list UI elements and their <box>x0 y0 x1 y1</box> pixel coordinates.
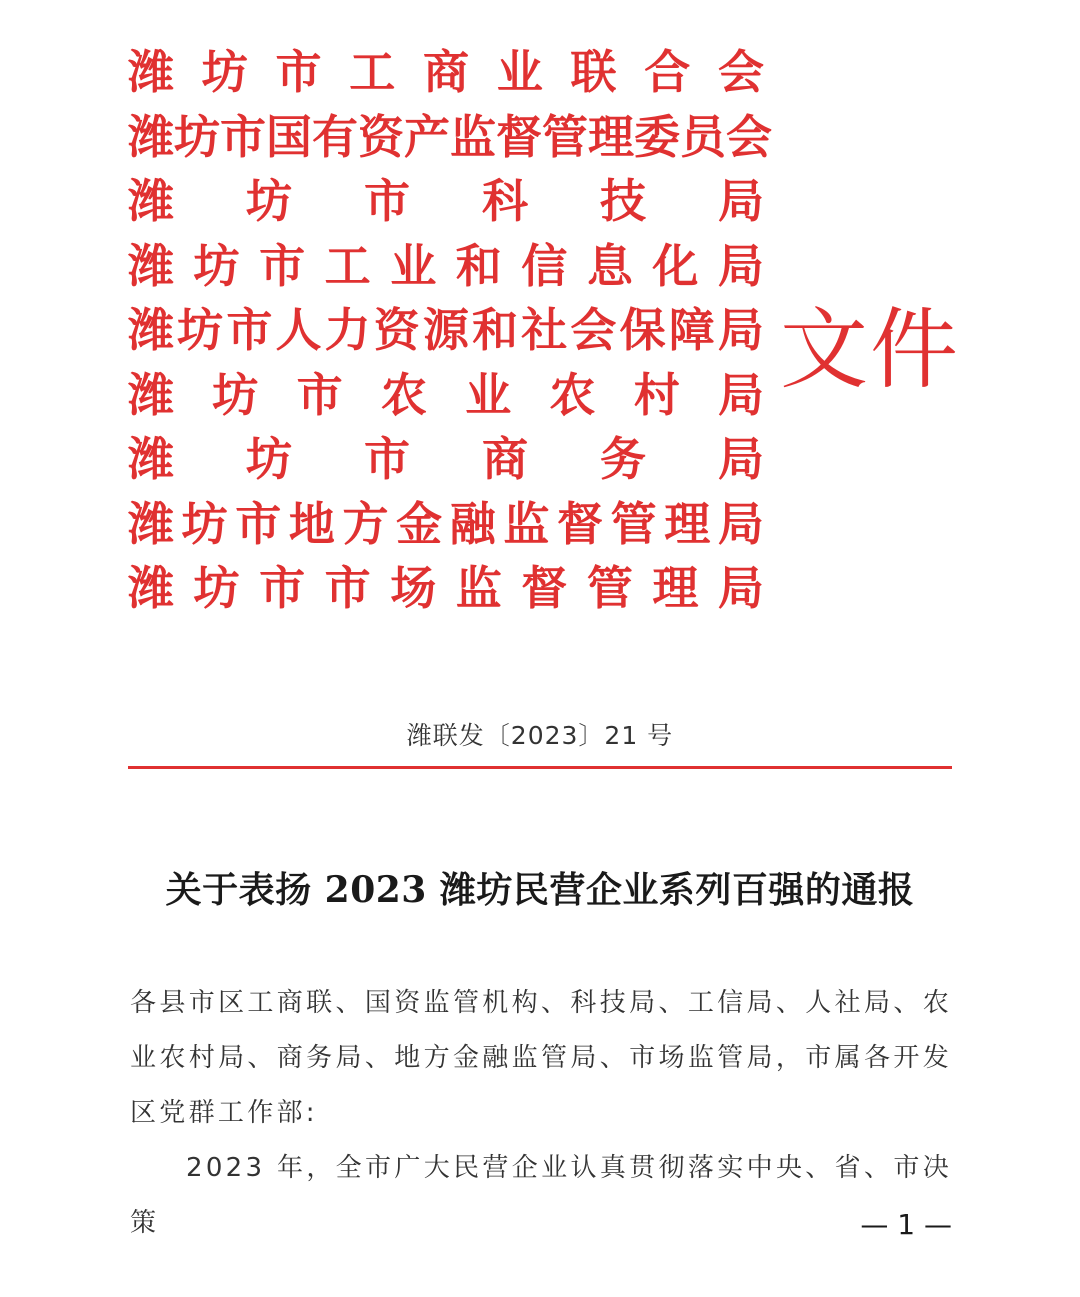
paragraph-1: 2023 年，全市广大民营企业认真贯彻落实中央、省、市决策 <box>130 1153 952 1238</box>
issuing-body-line: 潍 坊 市 商 务 局 <box>128 432 764 486</box>
issuing-body-line: 潍 坊 市 工 业 和 信 息 化 局 <box>128 238 764 293</box>
doc-suffix: 文件 <box>780 298 961 401</box>
issuing-body-line: 潍 坊 市 市 场 监 督 管 理 局 <box>128 561 764 615</box>
issuing-body-line: 潍 坊 市 地 方 金 融 监 督 管 理 局 <box>128 496 764 551</box>
red-divider <box>128 766 952 769</box>
page-number: — 1 — <box>860 1208 952 1241</box>
doc-title: 关于表扬 2023 潍坊民营企业系列百强的通报 <box>165 869 915 911</box>
issuing-body-line: 潍 坊 市 农 业 农 村 局 <box>128 367 764 422</box>
issuing-body-line: 潍 坊 市 国 有 资 产 监 督 管 理 委 员 会 <box>128 109 772 164</box>
doc-number: 潍联发〔2023〕21 号 <box>406 721 674 750</box>
issuing-bodies <box>128 40 772 621</box>
issuing-body-line: 潍 坊 市 工 商 业 联 合 会 <box>128 45 764 99</box>
issuing-body-line: 潍 坊 市 人 力 资 源 和 社 会 保 障 局 <box>128 303 764 357</box>
doc-body <box>130 976 952 1251</box>
addressee: 各县市区工商联、国资监管机构、科技局、工信局、人社局、农业农村局、商务局、地方金融监管局、市场监管局，市属各开发区党群工作部: <box>130 988 952 1128</box>
issuing-body-line: 潍 坊 市 科 技 局 <box>128 174 764 228</box>
